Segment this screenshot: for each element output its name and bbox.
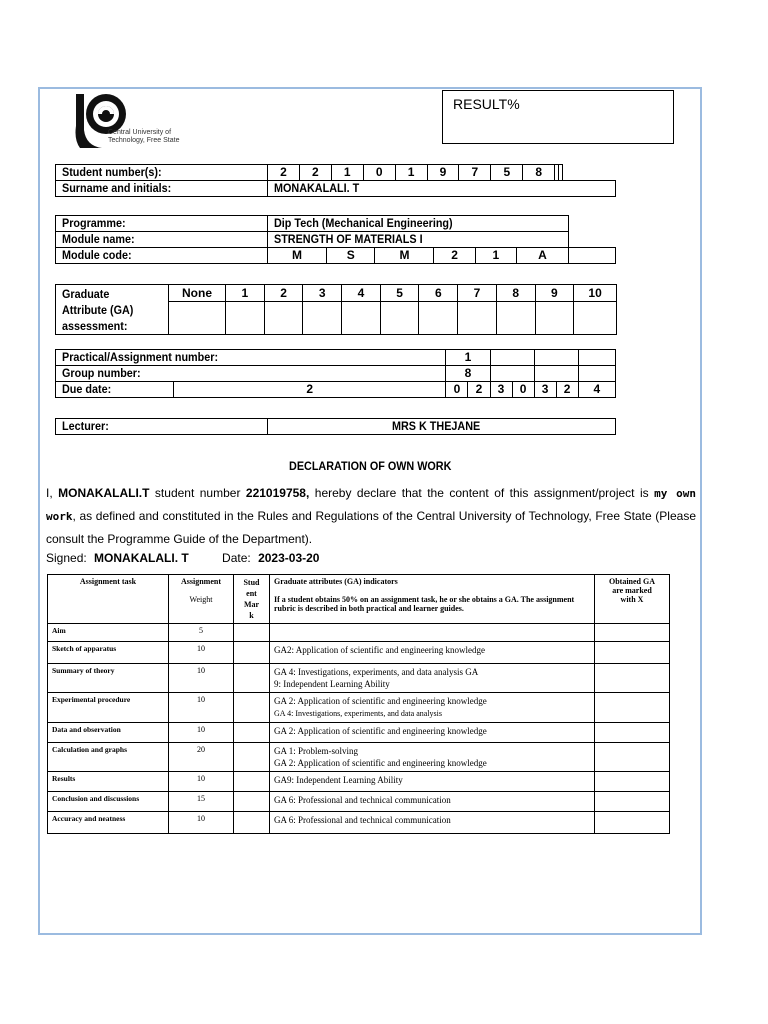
module-name-label: Module name: bbox=[56, 232, 268, 248]
due-date-char: 4 bbox=[578, 382, 615, 398]
ga-header-cell: 9 bbox=[535, 285, 574, 302]
due-date-char: 3 bbox=[490, 382, 512, 398]
result-label: RESULT% bbox=[453, 96, 520, 112]
module-code-char: 1 bbox=[475, 248, 516, 264]
ga-header-cell: 7 bbox=[458, 285, 497, 302]
group-empty bbox=[490, 366, 534, 382]
surname-label: Surname and initials: bbox=[56, 181, 268, 197]
ga-mark-cell bbox=[169, 302, 226, 335]
result-box bbox=[442, 90, 674, 144]
table-row: Results 10 GA9: Independent Learning Ability bbox=[48, 772, 670, 792]
group-number-value: 8 bbox=[446, 366, 490, 382]
student-digit: 8 bbox=[523, 165, 555, 181]
logo-text: Central University of Technology, Free State bbox=[108, 129, 180, 144]
header-task: Assignment task bbox=[48, 575, 169, 624]
ga-mark-cell bbox=[419, 302, 458, 335]
ga-header-cell: 5 bbox=[380, 285, 419, 302]
table-row: Accuracy and neatness 10 GA 6: Professional and technical communication bbox=[48, 812, 670, 834]
lecturer-name: MRS K THEJANE bbox=[268, 419, 616, 435]
declaration-text: I, MONAKALALI.T student number 221019758, hereby declare that the content of this assignment/project is my own work, as defined and constituted in the Rules and Regulations of the Central University of Technology, Free State (Please consult the Programme Guide of the Department). bbox=[46, 486, 696, 546]
ga-header-cell: 4 bbox=[342, 285, 381, 302]
module-code-label: Module code: bbox=[56, 248, 268, 264]
due-date-char: 2 bbox=[468, 382, 490, 398]
student-digit: 9 bbox=[427, 165, 459, 181]
practical-empty bbox=[578, 350, 615, 366]
table-row: Conclusion and discussions 15 GA 6: Professional and technical communication bbox=[48, 792, 670, 812]
programme-table bbox=[55, 215, 616, 264]
surname-value: MONAKALALI. T bbox=[268, 181, 616, 197]
ga-header-cell: 1 bbox=[226, 285, 265, 302]
module-code-char: M bbox=[375, 248, 434, 264]
table-row: Summary of theory 10 GA 4: Investigations, experiments, and data analysis GA 9: Independent Learning Ability bbox=[48, 664, 670, 693]
declaration-title: DECLARATION OF OWN WORK bbox=[288, 459, 452, 473]
lecturer-label: Lecturer: bbox=[56, 419, 268, 435]
due-date-label: Due date: bbox=[56, 382, 174, 398]
practical-empty bbox=[534, 350, 578, 366]
ga-header-cell: 3 bbox=[303, 285, 342, 302]
ga-mark-cell bbox=[226, 302, 265, 335]
header-indicators: Graduate attributes (GA) indicators If a student obtains 50% on an assignment task, he or she obtains a GA. The assignment rubric is described in both practical and learner guides. bbox=[270, 575, 595, 624]
ga-header-cell: 10 bbox=[574, 285, 617, 302]
signed-label: Signed: bbox=[46, 551, 87, 565]
table-row: Calculation and graphs 20 GA 1: Problem-solving GA 2: Application of scientific and engineering knowledge bbox=[48, 743, 670, 772]
due-date-char: 3 bbox=[534, 382, 556, 398]
ga-assessment-table bbox=[55, 284, 617, 335]
ga-mark-cell bbox=[574, 302, 617, 335]
practical-number-value: 1 bbox=[446, 350, 490, 366]
student-digit: 1 bbox=[331, 165, 363, 181]
group-number-label: Group number: bbox=[56, 366, 446, 382]
group-empty bbox=[534, 366, 578, 382]
ga-header-cell: 6 bbox=[419, 285, 458, 302]
student-digit: 5 bbox=[491, 165, 523, 181]
table-row: Data and observation 10 GA 2: Application of scientific and engineering knowledge bbox=[48, 723, 670, 743]
practical-empty bbox=[490, 350, 534, 366]
programme-value: Dip Tech (Mechanical Engineering) bbox=[268, 216, 569, 232]
module-code-char: A bbox=[516, 248, 568, 264]
ga-mark-cell bbox=[458, 302, 497, 335]
table-row: Aim 5 bbox=[48, 624, 670, 642]
programme-label: Programme: bbox=[56, 216, 268, 232]
table-row: Experimental procedure 10 GA 2: Application of scientific and engineering knowledge GA 4: Investigations, experiments, and data analysis bbox=[48, 693, 670, 723]
signature-line bbox=[46, 551, 319, 565]
signed-name: MONAKALALI. T bbox=[94, 551, 189, 565]
ga-header-cell: 2 bbox=[264, 285, 303, 302]
module-code-char: 2 bbox=[434, 248, 475, 264]
student-digit: 0 bbox=[363, 165, 395, 181]
ga-mark-cell bbox=[380, 302, 419, 335]
ga-mark-cell bbox=[264, 302, 303, 335]
due-date-char: 2 bbox=[174, 382, 446, 398]
due-date-char: 0 bbox=[446, 382, 468, 398]
ga-mark-cell bbox=[303, 302, 342, 335]
header-weight: Assignment Weight bbox=[169, 575, 234, 624]
ga-mark-cell bbox=[496, 302, 535, 335]
ga-mark-cell bbox=[535, 302, 574, 335]
lecturer-table bbox=[55, 418, 616, 435]
due-date-char: 2 bbox=[556, 382, 578, 398]
header-obtained: Obtained GA are marked with X bbox=[595, 575, 670, 624]
ga-header-cell: 8 bbox=[496, 285, 535, 302]
student-number-label: Student number(s): bbox=[56, 165, 268, 181]
date-value: 2023-03-20 bbox=[258, 551, 320, 565]
ga-mark-cell bbox=[342, 302, 381, 335]
student-digit: 2 bbox=[299, 165, 331, 181]
practical-number-label: Practical/Assignment number: bbox=[56, 350, 446, 366]
module-code-empty bbox=[569, 248, 616, 264]
header-student-mark: Stud ent Mar k bbox=[234, 575, 270, 624]
student-digit: 7 bbox=[459, 165, 491, 181]
student-digit: 2 bbox=[268, 165, 300, 181]
student-digit: 1 bbox=[395, 165, 427, 181]
assessment-table bbox=[47, 574, 670, 834]
module-code-char: M bbox=[268, 248, 327, 264]
due-date-char: 0 bbox=[512, 382, 534, 398]
group-empty bbox=[578, 366, 615, 382]
table-row: Sketch of apparatus 10 GA2: Application of scientific and engineering knowledge bbox=[48, 642, 670, 664]
ga-label: Graduate Attribute (GA) assessment: bbox=[56, 285, 169, 335]
date-label: Date: bbox=[222, 551, 251, 565]
module-name-value: STRENGTH OF MATERIALS I bbox=[268, 232, 569, 248]
student-table bbox=[55, 164, 616, 197]
practical-table bbox=[55, 349, 616, 398]
module-code-char: S bbox=[327, 248, 375, 264]
ga-header-cell: None bbox=[169, 285, 226, 302]
